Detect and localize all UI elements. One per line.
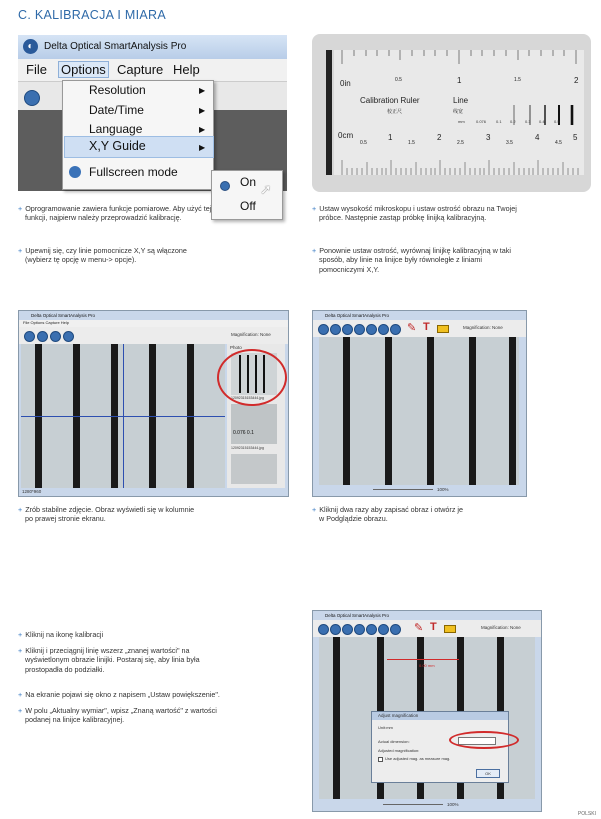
dialog-unit: Unit:mm xyxy=(378,725,393,730)
app-title: Delta Optical SmartAnalysis Pro xyxy=(44,41,187,52)
ruler-cm-tick: 2 xyxy=(437,133,442,142)
instruction-4: + Ponownie ustaw ostrość, wyrównaj linijkę kalibracyjną w taki sposób, aby linie na linijce były równoległe z liniami pomocniczymi X,Y. xyxy=(312,246,511,274)
instruction-3: + Ustaw wysokość mikroskopu i ustaw ostrość obrazu na Twojej próbce. Następnie zastąp próbkę linijką kalibracyjną. xyxy=(312,204,517,223)
ruler-line xyxy=(343,337,350,485)
magnification-label: Magnification: None xyxy=(481,625,521,630)
submenu-arrow-icon: ▶ xyxy=(199,125,206,134)
ruler-cm-tick: 5 xyxy=(573,133,578,142)
toolbar-icon[interactable] xyxy=(354,324,365,335)
window-title: Delta Optical SmartAnalysis Pro xyxy=(31,313,96,318)
toolbar-icon[interactable] xyxy=(366,324,377,335)
preview-screenshot xyxy=(312,310,527,497)
dialog-actual-label: Actual dimension: xyxy=(378,739,410,744)
image-preview xyxy=(319,637,535,799)
highlight-circle xyxy=(217,349,287,406)
ruler-width: 0.076 xyxy=(476,119,487,124)
toolbar-icon[interactable] xyxy=(390,324,401,335)
image-preview xyxy=(319,337,519,485)
submenu-on[interactable]: On xyxy=(240,175,257,189)
toolbar xyxy=(313,620,541,637)
measure-line[interactable] xyxy=(387,659,459,660)
window-title: Delta Optical SmartAnalysis Pro xyxy=(325,313,390,318)
ruler-inch-zero: 0in xyxy=(340,79,351,88)
toolbar-icon[interactable] xyxy=(342,324,353,335)
ruler-width: 0.5 xyxy=(554,119,560,124)
menu-file[interactable]: File xyxy=(26,62,47,77)
ruler-cm-tick: 0.5 xyxy=(360,140,367,146)
window-title: Delta Optical SmartAnalysis Pro xyxy=(325,613,390,618)
ruler-cm-tick: 2.5 xyxy=(457,140,464,146)
window-titlebar xyxy=(18,35,287,59)
toolbar-icon[interactable] xyxy=(63,331,74,342)
ruler-line xyxy=(509,337,516,485)
ruler-cm-tick: 1.5 xyxy=(408,140,415,146)
submenu-off[interactable]: Off xyxy=(240,199,256,213)
ruler-cm-tick: 1 xyxy=(388,133,393,142)
toolbar-icon[interactable] xyxy=(24,90,40,106)
calibration-screenshot xyxy=(312,610,542,812)
menu-capture[interactable]: Capture xyxy=(117,62,164,77)
dialog-title: Adjust magnification xyxy=(372,712,508,720)
submenu-arrow-icon: ▶ xyxy=(199,143,206,152)
color-icon[interactable] xyxy=(444,625,456,633)
magnification-label: Magnification: None xyxy=(231,332,271,337)
ruler-line-label: Line xyxy=(453,96,469,105)
ruler-cm-tick: 3.5 xyxy=(506,140,513,146)
pen-icon[interactable]: ✎ xyxy=(407,322,417,334)
toolbar xyxy=(313,320,526,337)
options-menu-screenshot xyxy=(18,35,287,213)
ruler-width: 0.4 xyxy=(539,119,545,124)
menu-item-resolution[interactable]: Resolution xyxy=(89,83,146,97)
ruler-line xyxy=(469,337,476,485)
toolbar xyxy=(19,327,288,344)
measure-value: 0.00 mm xyxy=(419,663,435,668)
toolbar-icon[interactable] xyxy=(354,624,365,635)
instruction-7: + Kliknij na ikonę kalibracji xyxy=(18,630,104,639)
ruler-calibration-label: Calibration Ruler xyxy=(360,96,420,105)
photo-label: Photo xyxy=(230,345,242,350)
highlight-ellipse xyxy=(449,731,519,749)
instruction-2: + Upewnij się, czy linie pomocnicze X,Y są włączone (wybierz tę opcję w menu-> opcje). xyxy=(18,246,187,265)
instruction-1: + Oprogramowanie zawiera funkcje pomiarowe. Aby użyć tej funkcji, najpierw należy przeprowadzić kalibrację. xyxy=(18,204,212,223)
capture-screenshot xyxy=(18,310,289,497)
options-dropdown xyxy=(62,80,214,190)
ruler-line xyxy=(333,637,340,799)
toolbar-icon[interactable] xyxy=(378,624,389,635)
live-preview xyxy=(21,344,225,488)
submenu-arrow-icon: ▶ xyxy=(199,106,206,115)
ok-button[interactable]: OK xyxy=(476,769,500,778)
zoom-slider[interactable] xyxy=(383,804,443,805)
toolbar-icon[interactable] xyxy=(24,331,35,342)
text-tool-icon[interactable]: T xyxy=(423,321,430,333)
cursor-icon: ➚ xyxy=(260,181,272,197)
ruler-line xyxy=(385,337,392,485)
ruler-in-tick: 1.5 xyxy=(514,77,521,83)
ruler-in-tick: 0.5 xyxy=(395,77,402,83)
zoom-level: 100% xyxy=(437,487,449,492)
menu-item-language[interactable]: Language xyxy=(89,122,143,136)
instruction-6: + Kliknij dwa razy aby zapisać obraz i otwórz je w Podglądzie obrazu. xyxy=(312,505,464,524)
toolbar-icon[interactable] xyxy=(390,624,401,635)
section-title: C. KALIBRACJA I MIARA xyxy=(18,8,167,22)
thumbnail-2[interactable]: 0.076 0.1 xyxy=(231,404,277,444)
toolbar-icon[interactable] xyxy=(330,324,341,335)
instruction-8: + Kliknij i przeciągnij linię wszerz „znanej wartości" na wyświetlonym obrazie linijki. Postaraj się, aby linia była prostopadła do podziałki. xyxy=(18,646,200,674)
ruler-cm-zero: 0cm xyxy=(338,131,354,140)
zoom-slider[interactable] xyxy=(373,489,433,490)
dialog-adjusted-label: Adjusted magnification: xyxy=(378,748,420,753)
ruler-line-cn: 线宽 xyxy=(453,109,464,115)
page-footer: POLSKI xyxy=(577,811,596,817)
zoom-level: 100% xyxy=(447,802,459,807)
pen-icon[interactable]: ✎ xyxy=(414,622,424,634)
toolbar-icon[interactable] xyxy=(378,324,389,335)
use-adjusted-checkbox[interactable] xyxy=(378,757,383,762)
app-logo-icon: ◐ xyxy=(23,39,38,54)
ruler-width: 0.1 xyxy=(496,119,502,124)
instruction-9: + Na ekranie pojawi się okno z napisem „Ustaw powiększenie". xyxy=(18,690,220,699)
ruler-in-tick: 2 xyxy=(574,76,579,85)
thumbnail-1-name: 12092315153444.jpg xyxy=(231,396,264,400)
radio-selected-icon xyxy=(220,181,230,191)
menu-item-datetime[interactable]: Date/Time xyxy=(89,103,144,117)
ruler-mm: mm xyxy=(458,119,465,124)
toolbar-icon[interactable] xyxy=(342,624,353,635)
menu-bar xyxy=(18,59,287,82)
ruler-width: 0.2 xyxy=(510,119,516,124)
toolbar-icon[interactable] xyxy=(330,624,341,635)
instruction-10: + W polu „Aktualny wymiar", wpisz „Znaną wartość" z wartości podanej na linijce kalibracyjnej. xyxy=(18,706,217,725)
toolbar-icon[interactable] xyxy=(318,324,329,335)
ruler-cm-tick: 4.5 xyxy=(555,140,562,146)
ruler-line xyxy=(427,337,434,485)
text-tool-icon[interactable]: T xyxy=(430,621,437,633)
menu-bar: File Options Capture Help xyxy=(19,320,288,327)
ruler-calibration-cn: 校正尺 xyxy=(387,109,403,115)
ruler-width: 0.3 xyxy=(525,119,531,124)
toolbar-icon[interactable] xyxy=(37,331,48,342)
menu-help[interactable]: Help xyxy=(173,62,200,77)
ruler-edge xyxy=(326,50,332,175)
ruler-in-tick: 1 xyxy=(457,76,462,85)
checkbox-label: Use adjusted mag. as measure mag. xyxy=(385,756,451,761)
thumbnail-2-name: 12092315153444.jpg xyxy=(231,446,264,450)
menu-item-fullscreen[interactable]: Fullscreen mode xyxy=(89,165,178,179)
ruler-cm-tick: 4 xyxy=(535,133,540,142)
color-icon[interactable] xyxy=(437,325,449,333)
xy-guide-vertical xyxy=(123,344,124,488)
fullscreen-icon xyxy=(69,166,81,178)
menu-item-xy-guide[interactable]: X,Y Guide xyxy=(89,139,146,153)
calibration-ruler-image xyxy=(312,34,591,192)
menu-options[interactable]: Options xyxy=(58,61,109,78)
toolbar-icon[interactable] xyxy=(50,331,61,342)
thumbnail-3[interactable] xyxy=(231,454,277,484)
status-resolution: 1280*960 xyxy=(22,489,42,494)
toolbar-icon[interactable] xyxy=(366,624,377,635)
magnification-label: Magnification: None xyxy=(463,325,503,330)
ruler-cm-tick: 3 xyxy=(486,133,491,142)
instruction-5: + Zrób stabilne zdjęcie. Obraz wyświetli się w kolumnie po prawej stronie ekranu. xyxy=(18,505,195,524)
submenu-arrow-icon: ▶ xyxy=(199,86,206,95)
toolbar-icon[interactable] xyxy=(318,624,329,635)
